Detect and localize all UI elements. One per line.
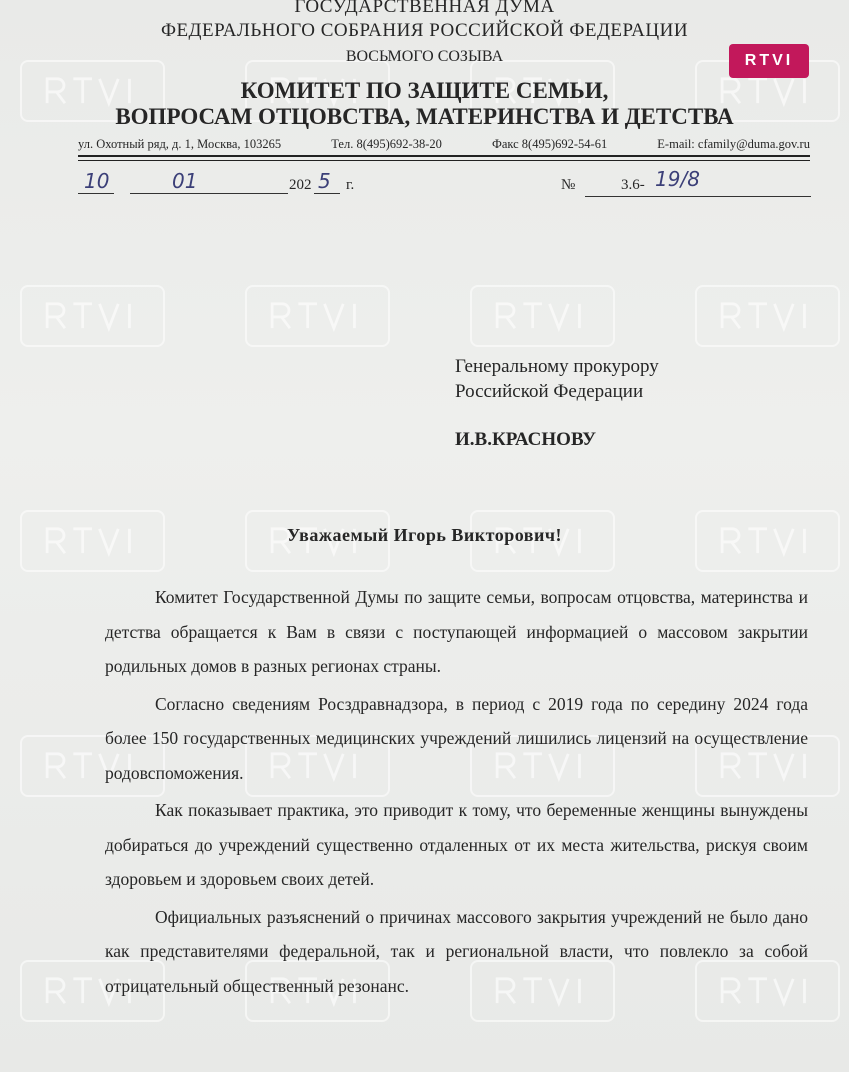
day-underline [78,193,114,194]
paragraph: Согласно сведениям Росздравнадзора, в период с 2019 года по середину 2024 года более 150 государственных медицинских учреждений лишились лицензий на осуществление родовспоможения. [105,693,808,783]
header-line-3: ВОСЬМОГО СОЗЫВА [345,48,504,65]
number-label: № [561,177,576,193]
address: ул. Охотный ряд, д. 1, Москва, 103265 [78,137,282,151]
phone: Тел. 8(495)692-38-20 [331,137,442,151]
rtvi-watermark [470,285,615,347]
rtvi-watermark [20,285,165,347]
rtvi-watermark [20,510,165,572]
rtvi-watermark [245,285,390,347]
letter-body [105,580,808,1006]
paragraph: Как показывает практика, это приводит к тому, что беременные женщины вынуждены добираться до учреждений существенно отдаленных от их места жительства, рискуя своим здоровьем и здоровьем своих детей. [105,800,808,889]
header-line-2: ФЕДЕРАЛЬНОГО СОБРАНИЯ РОССИЙСКОЙ ФЕДЕРАЦИИ [160,20,689,41]
year-suffix: г. [346,177,355,193]
rtvi-watermark [695,510,840,572]
header-rule-thick [78,155,810,157]
header-rule-thin [78,160,810,161]
number-prefix: 3.6- [621,177,645,193]
rtvi-watermark [695,285,840,347]
recipient-line-1: Генеральному прокурору [455,356,659,377]
header-line-1: ГОСУДАРСТВЕННАЯ ДУМА [294,0,555,17]
committee-line-1: КОМИТЕТ ПО ЗАЩИТЕ СЕМЬИ, [240,78,609,103]
recipient-line-2: Российской Федерации [455,381,644,402]
paragraph: Официальных разъяснений о причинах массового закрытия учреждений не было дано как представителями федеральной, так и региональной власти, что повлекло за собой отрицательный общественный резонанс. [105,906,808,996]
rtvi-logo: RTVI [729,44,809,78]
year-underline [314,193,340,194]
contact-line [78,137,810,152]
year-prefix: 202 [289,177,312,193]
date-month: 01 [172,169,198,193]
recipient-block [455,354,659,452]
recipient-name: И.В.КРАСНОВУ [455,429,597,450]
salutation: Уважаемый Игорь Викторович! [286,525,563,545]
fax: Факс 8(495)692-54-61 [491,137,608,151]
email: E-mail: cfamily@duma.gov.ru [657,137,810,151]
year-digit: 5 [318,169,331,193]
number-underline [585,196,811,197]
date-day: 10 [84,169,110,193]
month-underline [130,193,288,194]
number-value: 19/8 [655,167,700,191]
committee-line-2: ВОПРОСАМ ОТЦОВСТВА, МАТЕРИНСТВА И ДЕТСТВА [115,104,734,129]
paragraph: Комитет Государственной Думы по защите семьи, вопросам отцовства, материнства и детства обращается к Вам в связи с поступающей информацией о массовом закрытии родильных домов в разных регионах страны. [105,587,808,676]
